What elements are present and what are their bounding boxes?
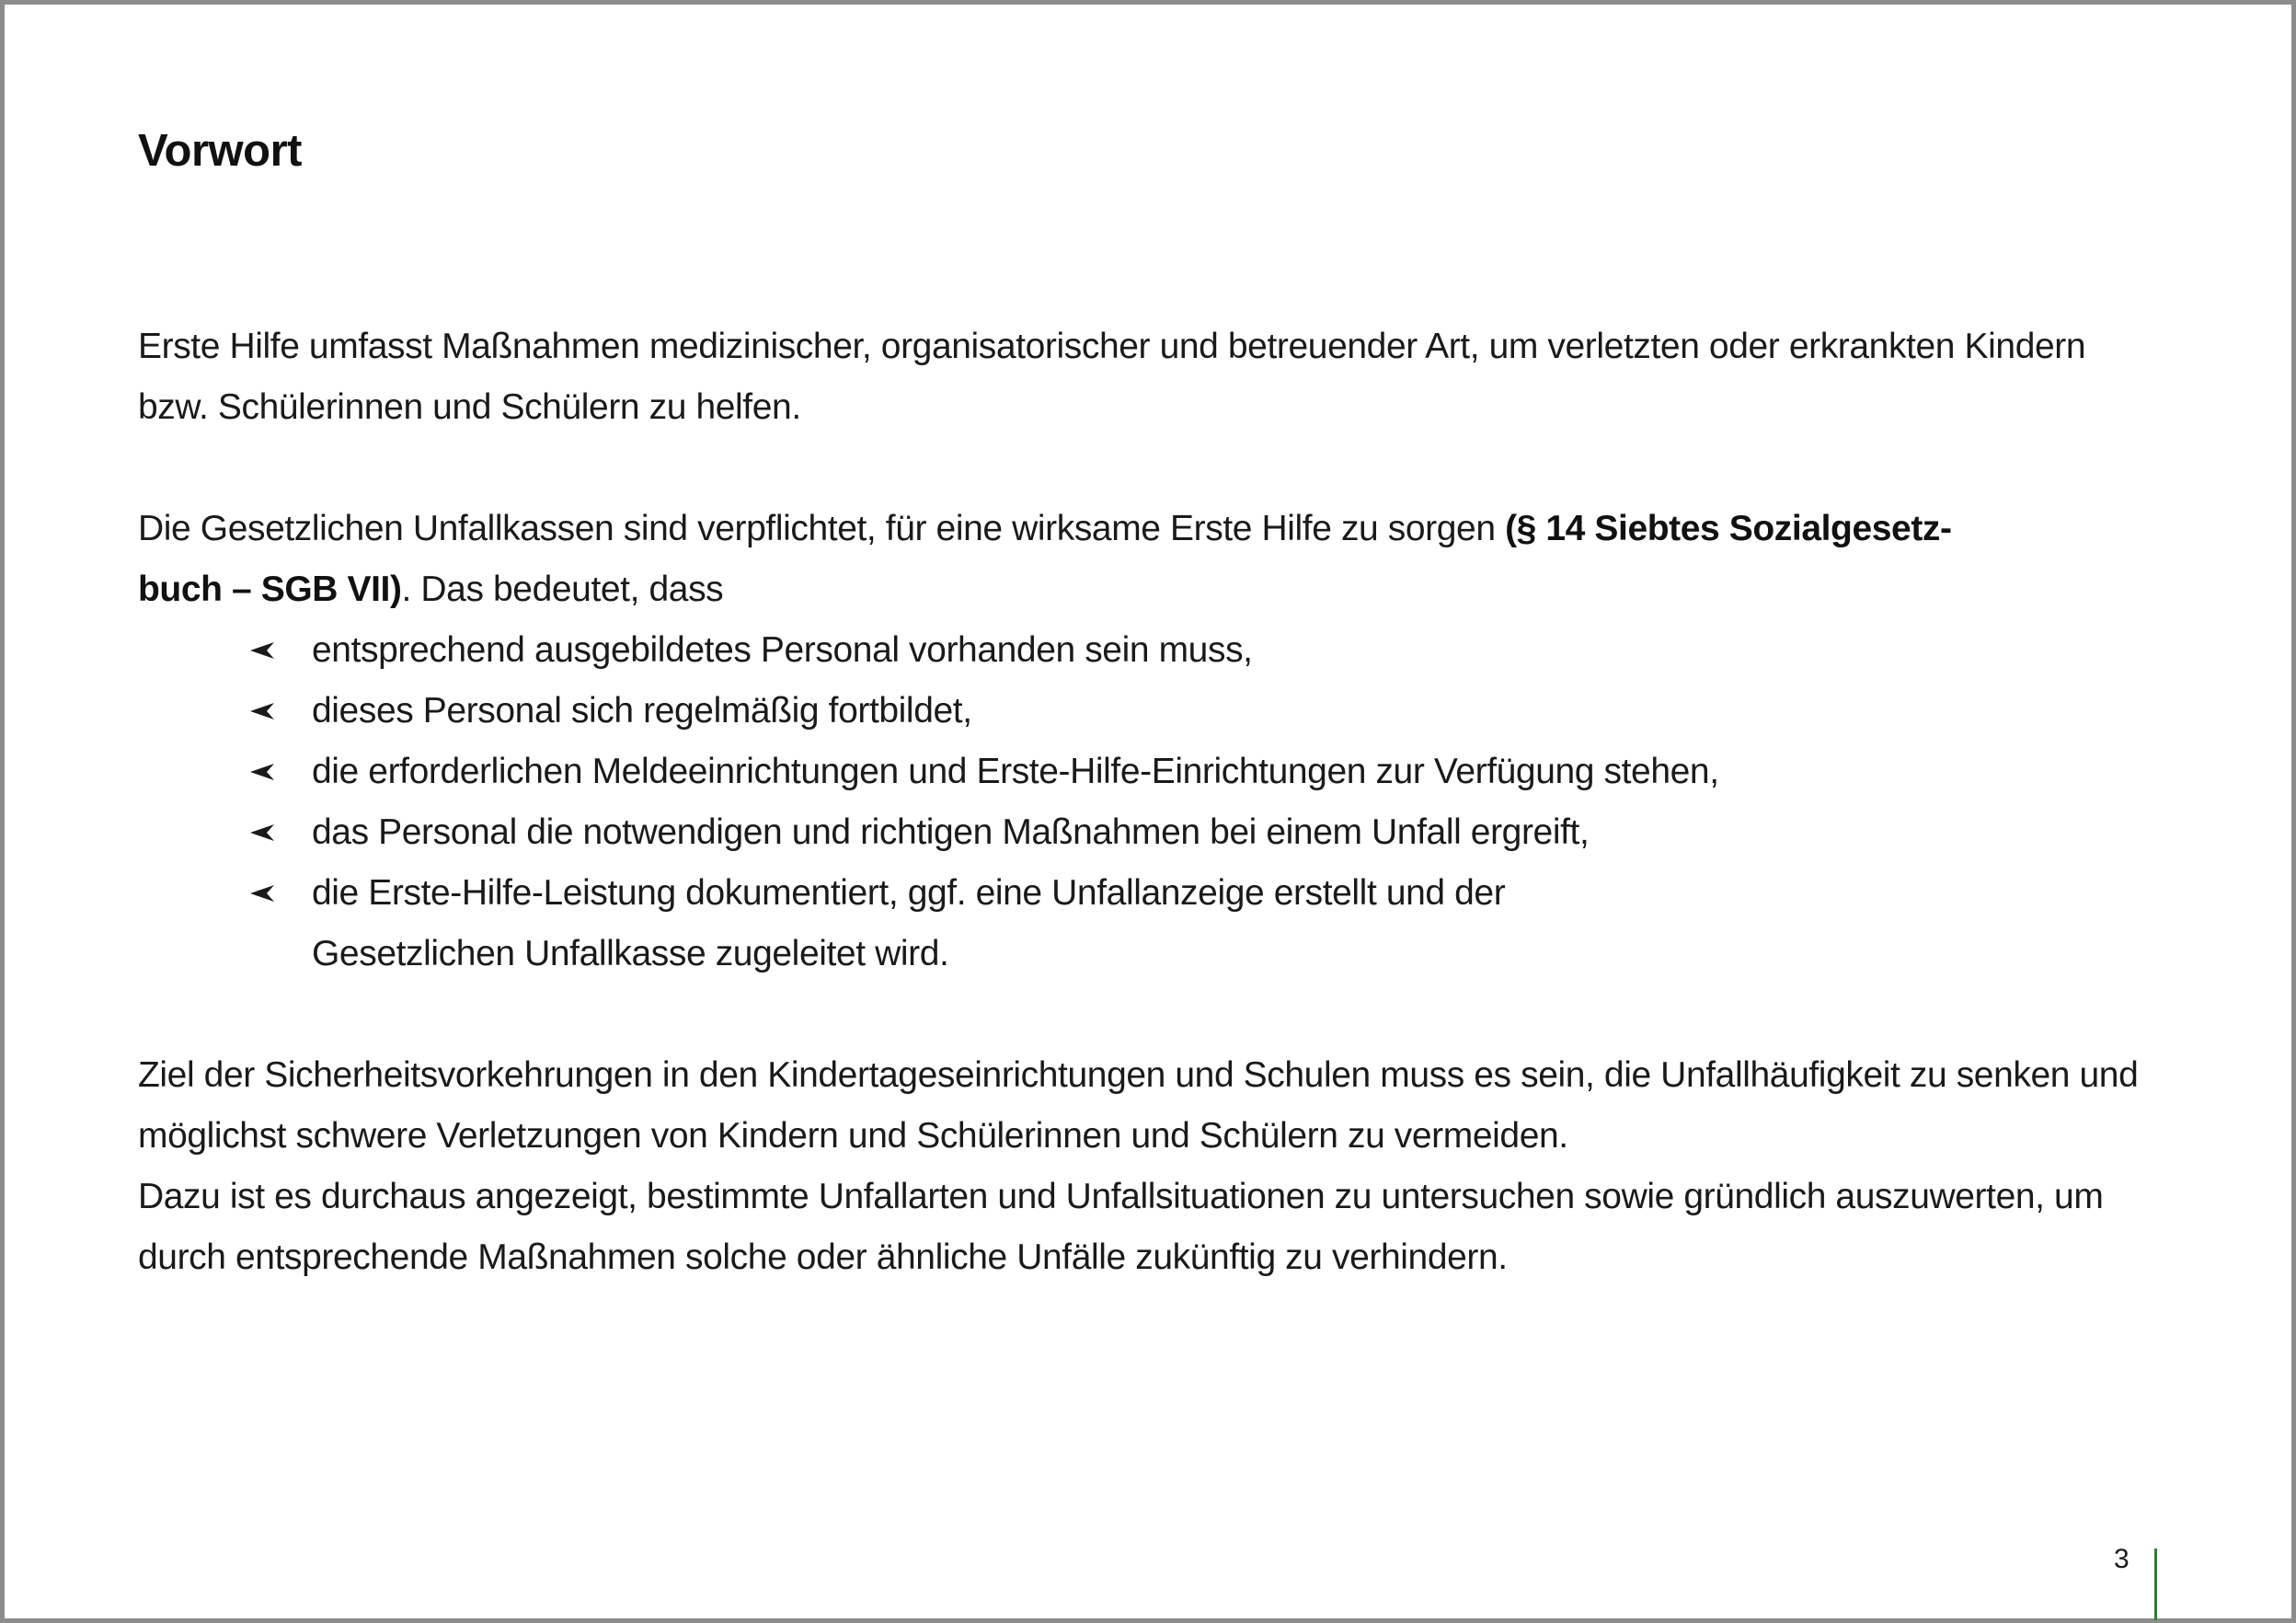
legal-obligation-outro: . Das bedeutet, dass [401, 570, 724, 609]
goal-paragraph [138, 1045, 2143, 1288]
list-item-text: die erforderlichen Meldeeinrichtungen und Erste-Hilfe-Einrichtungen zur Verfügung stehen, [312, 752, 1719, 791]
legal-reference-part2: buch – SGB VII) [138, 570, 402, 609]
list-item-text: dieses Personal sich regelmäßig fortbildet, [312, 691, 972, 731]
analysis-sentence: Dazu ist es durchaus angezeigt, bestimmte Unfallarten und Unfallsituationen zu untersuchen sowie gründlich auszuwerten, um durch entsprechende Maßnahmen solche oder ähnliche Unfälle zukünftig zu verhindern. [138, 1177, 2104, 1277]
list-item-text: entsprechend ausgebildetes Personal vorhanden sein muss, [312, 630, 1253, 670]
document-body [138, 317, 2143, 1288]
list-item-continuation: Gesetzlichen Unfallkasse zugeleitet wird. [312, 934, 949, 973]
list-item [138, 742, 2143, 802]
arrowhead-bullet-icon [250, 642, 274, 659]
legal-reference-part1: (§ 14 Siebtes Sozialgesetz- [1505, 509, 1952, 548]
list-item-text: die Erste-Hilfe-Leistung dokumentiert, ggf. eine Unfallanzeige erstellt und der [312, 873, 1506, 913]
list-item [138, 681, 2143, 742]
page-title: Vorwort [138, 126, 302, 176]
page-number-rule [2154, 1548, 2157, 1620]
arrowhead-bullet-icon [250, 764, 274, 780]
paragraph-spacer [138, 984, 2143, 1045]
goal-sentence: Ziel der Sicherheitsvorkehrungen in den Kindertageseinrichtungen und Schulen muss es sein, die Unfallhäufigkeit zu senken und möglichst schwere Verletzungen von Kindern und Schülerinnen und Schülern zu vermeiden. [138, 1055, 2139, 1156]
arrowhead-bullet-icon [250, 824, 274, 841]
page-number: 3 [2114, 1544, 2130, 1574]
list-item-text: das Personal die notwendigen und richtigen Maßnahmen bei einem Unfall ergreift, [312, 812, 1590, 852]
legal-obligation-intro: Die Gesetzlichen Unfallkassen sind verpflichtet, für eine wirksame Erste Hilfe zu sorgen [138, 509, 1506, 548]
arrowhead-bullet-icon [250, 885, 274, 902]
list-item [138, 863, 2143, 984]
list-item [138, 802, 2143, 863]
list-item [138, 620, 2143, 681]
obligations-list [138, 620, 2143, 984]
arrowhead-bullet-icon [250, 703, 274, 719]
paragraph-spacer [138, 438, 2143, 499]
intro-paragraph: Erste Hilfe umfasst Maßnahmen medizinischer, organisatorischer und betreuender Art, um verletzten oder erkrankten Kindern bzw. Schülerinnen und Schülern zu helfen. [138, 327, 2086, 427]
legal-obligation-paragraph [138, 499, 2143, 620]
